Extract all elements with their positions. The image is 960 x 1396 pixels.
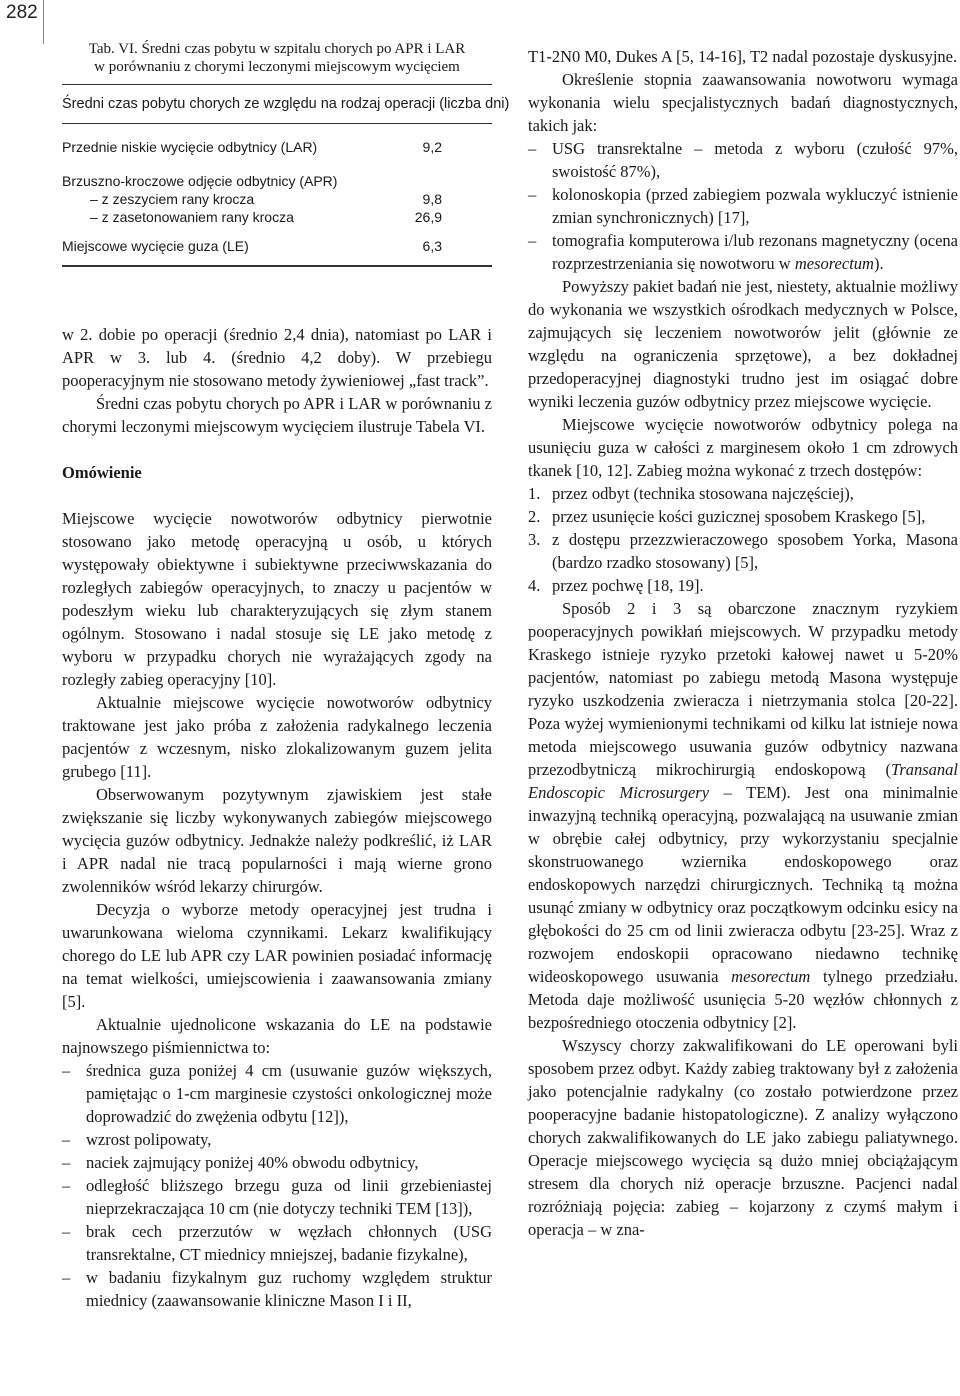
section-heading: Omówienie (62, 463, 142, 482)
paragraph: Obserwowanym pozytywnym zjawiskiem jest stałe zwiększanie się liczby wykonywanych zabiegów miejscowego wycięcia guzów odbytnicy. Jednakże należy podkreślić, iż LAR i APR nadal nie tracą popularności i mają wierne grono zwolenników wśród lekarzy chirurgów. (62, 785, 492, 896)
table-caption (62, 40, 492, 76)
list-item: – w badaniu fizykalnym guz ruchomy względem struktur miednicy (zaawansowanie kliniczne Mason I i II, (62, 1268, 492, 1310)
indications-list (62, 1059, 492, 1312)
list-item: 3. z dostępu przezzwieraczowego sposobem Yorka, Masona (bardzo rzadko stosowany) [5], (528, 530, 958, 572)
diagnostics-list (528, 137, 958, 275)
paragraph: T1-2N0 M0, Dukes A [5, 14-16], T2 nadal pozostaje dyskusyjne. (528, 47, 958, 66)
paragraph: Średni czas pobytu chorych po APR i LAR w porównaniu z chorymi leczonymi miejscowym wycięciem ilustruje Tabela VI. (62, 394, 492, 436)
table-caption-line-1: Tab. VI. Średni czas pobytu w szpitalu chorych po APR i LAR (88, 41, 466, 57)
list-item: – wzrost polipowaty, (62, 1130, 212, 1149)
right-column (528, 45, 958, 1241)
table-row (62, 190, 442, 208)
table-header: Średni czas pobytu chorych ze względu na rodzaj operacji (liczba dni) (62, 96, 510, 112)
paragraph: Wszyscy chorzy zakwalifikowani do LE operowani byli sposobem przez odbyt. Każdy zabieg traktowany był z założenia jako potencjalnie radykalny (co zostało potwierdzone przez pooperacyjne badanie histopatologiczne). Z analizy wyłączono chorych zakwalifikowanych do LE jako zabiegu paliatywnego. Operacje miejscowego wycięcia są dużo mniej obciążającym stresem dla chorych niż operacje brzuszne. Pacjenci nadal rozróżniają pojęcia: zabieg – kojarzony z czymś małym i operacja – w zna- (528, 1036, 958, 1239)
list-item: 4. przez pochwę [18, 19]. (528, 576, 704, 595)
list-item: – brak cech przerzutów w węzłach chłonnych (USG transrektalne, CT miednicy mniejszej, badanie fizykalne), (62, 1222, 492, 1264)
table-caption-line-2: w porównaniu z chorymi leczonymi miejscowym wycięciem (94, 59, 460, 75)
list-item: – tomografia komputerowa i/lub rezonans magnetyczny (ocena rozprzestrzeniania się nowotworu w mesorectum). (528, 231, 958, 273)
list-item: – średnica guza poniżej 4 cm (usuwanie guzów większych, pamiętając o 1-cm marginesie czystości onkologicznej może doprowadzić do zwężenia odbytu [12]), (62, 1061, 492, 1126)
row-value: 9,2 (422, 139, 442, 155)
row-value: 6,3 (422, 238, 442, 254)
list-item: 1. przez odbyt (technika stosowana najczęściej), (528, 484, 854, 503)
row-label: Przednie niskie wycięcie odbytnicy (LAR) (62, 139, 318, 155)
table-header-rule (62, 123, 492, 124)
paragraph: Aktualnie miejscowe wycięcie nowotworów odbytnicy traktowane jest jako próba z założenia radykalnego leczenia pacjentów z wczesnym, nisko zlokalizowanym guzem jelita grubego [11]. (62, 693, 492, 781)
row-value: 26,9 (414, 209, 442, 225)
list-item: – naciek zajmujący poniżej 40% obwodu odbytnicy, (62, 1153, 419, 1172)
table-bottom-rule (62, 265, 492, 267)
access-list (528, 482, 958, 597)
row-label: Brzuszno-kroczowe odjęcie odbytnicy (APR) (62, 173, 338, 189)
paragraph: Miejscowe wycięcie nowotworów odbytnicy polega na usunięciu guza w całości z marginesem około 1 cm zdrowych tkanek [10, 12]. Zabieg można wykonać z trzech dostępów: (528, 415, 958, 480)
row-label: Miejscowe wycięcie guza (LE) (62, 238, 249, 254)
table-top-rule (62, 84, 492, 85)
row-label: – z zeszyciem rany krocza (90, 191, 255, 207)
list-item: – kolonoskopia (przed zabiegiem pozwala wykluczyć istnienie zmian synchronicznych) [17], (528, 185, 958, 227)
row-value (402, 172, 442, 190)
paragraph: Decyzja o wyborze metody operacyjnej jest trudna i uwarunkowana wieloma czynnikami. Lekarz kwalifikujący chorego do LE lub APR czy LAR powinien posiadać informację na temat wielkości, umiejscowienia i zaawansowania zmiany [5]. (62, 900, 492, 1011)
table-row (62, 208, 442, 226)
paragraph: w 2. dobie po operacji (średnio 2,4 dnia), natomiast po LAR i APR w 3. lub 4. (średnio 4,2 doby). W przebiegu pooperacyjnym nie stosowano metody żywieniowej „fast track”. (62, 325, 492, 390)
page-number: 282 (6, 2, 38, 23)
list-item: 2. przez usunięcie kości guzicznej sposobem Kraskego [5], (528, 507, 926, 526)
paragraph: Sposób 2 i 3 są obarczone znacznym ryzykiem pooperacyjnych powikłań miejscowych. W przypadku metody Kraskego istnieje ryzyko przetoki kałowej nawet u 5-20% pacjentów, natomiast po zabiegu metodą Masona występuje ryzyko uszkodzenia zwieracza i nietrzymania stolca [20-22]. Poza wyżej wymienionymi technikami od kilku lat istnieje nowa metoda miejscowego usuwania guzów odbytnicy nazwana przezodbytniczą mikrochirurgią endoskopową (Transanal Endoscopic Microsurgery – TEM). Jest ona minimalnie inwazyjną techniką operacyjną, pozwalającą na usuwanie zmian w obrębie całej odbytnicy, przy wykorzystaniu specjalnie skonstruowanego wziernika endoskopowego oraz endoskopowych narzędzi chirurgicznych. Techniką tą można usunąć zmiany w odbytnicy oraz początkowym odcinku esicy na głębokości do 25 cm od linii zwieracza odbytu [23-25]. Wraz z rozwojem endoskopii opracowano niedawno technikę wideoskopowego usuwania mesorectum tylnego przedziału. Metoda daje możliwość usunięcia 5-20 węzłów chłonnych z bezpośredniego otoczenia odbytnicy [2]. (528, 599, 958, 1032)
paragraph: Powyższy pakiet badań nie jest, niestety, aktualnie możliwy do wykonania we wszystkich ośrodkach medycznych w Polsce, zajmujących się leczeniem nowotworów jelit (głównie ze względu na ograniczenia sprzętowe), a bez dokładnej przedoperacyjnej diagnostyki trudno jest im osiągać dobre wyniki leczenia guzów odbytnicy przez miejscowe wycięcie. (528, 277, 958, 411)
row-label: – z zasetonowaniem rany krocza (90, 209, 294, 225)
list-item: – odległość bliższego brzegu guza od linii grzebieniastej nieprzekraczająca 10 cm (nie dotyczy techniki TEM [13]), (62, 1176, 492, 1218)
paragraph: Aktualnie ujednolicone wskazania do LE na podstawie najnowszego piśmiennictwa to: (62, 1015, 492, 1057)
table-row (62, 172, 442, 190)
paragraph: Miejscowe wycięcie nowotworów odbytnicy pierwotnie stosowano jako metodę operacyjną u osób, u których występowały obiektywne i subiektywne przeciwwskazania do rozległych zabiegów operacyjnych, to znaczy u pacjentów w podeszłym wieku lub charakteryzujących się złym stanem ogólnym. Stosowano i nadal stosuje się LE jako metodę z wyboru w przypadku chorych nie wyrażających zgody na rozległy zabieg operacyjny [10]. (62, 509, 492, 689)
margin-rule (43, 0, 44, 44)
row-value: 9,8 (422, 191, 442, 207)
table-row (62, 138, 442, 156)
table-row (62, 237, 442, 255)
left-column (62, 323, 492, 1312)
list-item: – USG transrektalne – metoda z wyboru (czułość 97%, swoistość 87%), (528, 139, 958, 181)
paragraph: Określenie stopnia zaawansowania nowotworu wymaga wykonania wielu specjalistycznych badań diagnostycznych, takich jak: (528, 70, 958, 135)
